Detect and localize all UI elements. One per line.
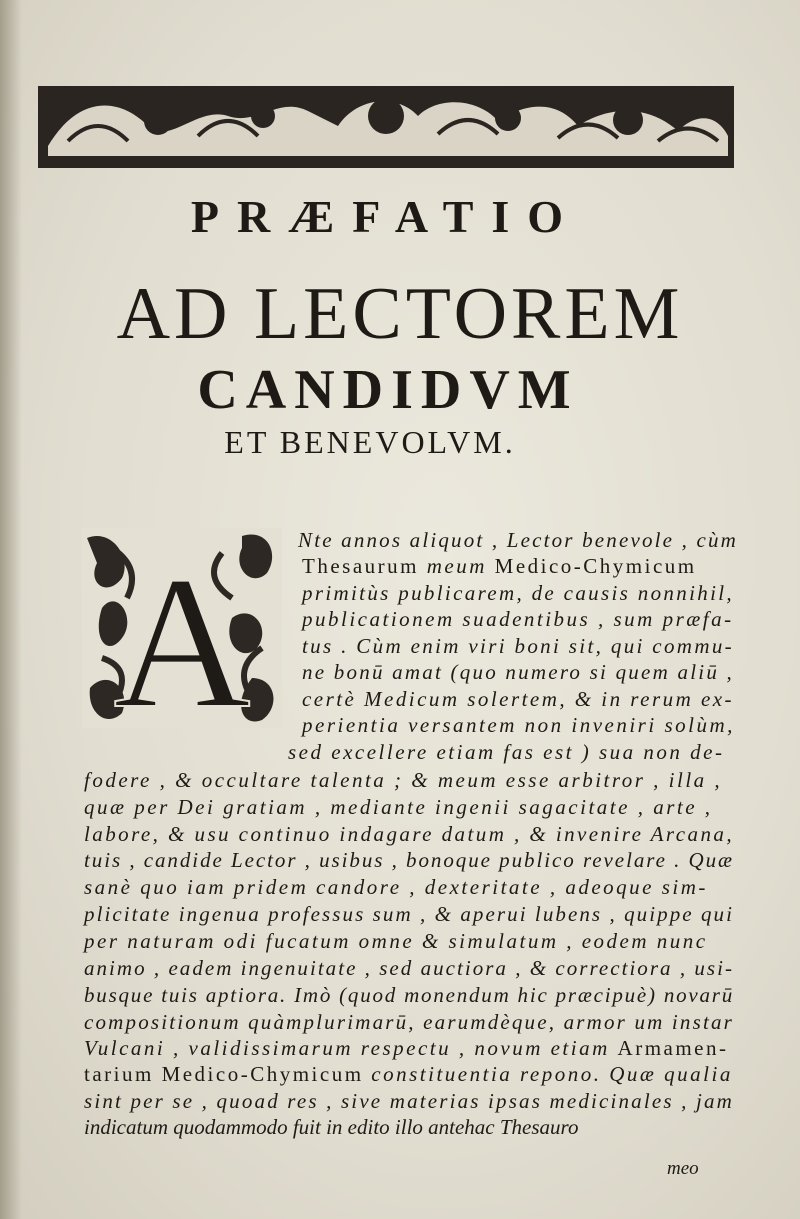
italic-text-run: constituentia repono. Quæ qualia	[371, 1062, 733, 1086]
body-line-text	[84, 955, 734, 981]
body-line-text	[302, 633, 734, 659]
italic-text-run: animo , eadem ingenuitate , sed auctiora , & correctiora , usi-	[84, 956, 734, 980]
body-line-text	[84, 1061, 733, 1087]
italic-text-run: Nte annos aliquot , Lector benevole , cùm	[298, 528, 738, 552]
italic-text-run: publicationem suadentibus , sum præfa-	[302, 607, 734, 631]
body-line-text	[84, 982, 734, 1008]
gutter-shadow	[0, 0, 22, 1219]
body-line	[84, 928, 734, 954]
body-line-text	[84, 1088, 734, 1114]
roman-text-run: Armamen-	[617, 1036, 729, 1060]
italic-text-run: sint per se , quoad res , sive materias ipsas medicinales , jam	[84, 1089, 734, 1113]
body-line-text	[84, 1114, 578, 1140]
body-line	[84, 1035, 734, 1061]
body-line-text	[84, 1009, 734, 1035]
body-line-text	[302, 580, 734, 606]
body-line	[84, 1061, 734, 1087]
italic-text-run: Vulcani , validissimarum respectu , novum etiam	[84, 1036, 618, 1060]
body-line	[84, 901, 734, 927]
body-line-text	[302, 686, 734, 712]
italic-text-run: certè Medicum solertem, & in rerum ex-	[302, 687, 735, 711]
ornamental-headpiece	[38, 86, 734, 168]
italic-text-run: per naturam odi fucatum omne & simulatum , eodem nunc	[84, 929, 708, 953]
body-line-text	[288, 739, 724, 765]
body-line-text	[298, 527, 738, 553]
body-line-text	[84, 847, 734, 873]
body-line	[84, 982, 734, 1008]
body-line-text	[302, 659, 734, 685]
body-line	[84, 1009, 734, 1035]
roman-text-run: tarium Medico-Chymicum	[84, 1062, 372, 1086]
body-line	[288, 739, 738, 765]
body-line	[84, 821, 734, 847]
body-line-text	[302, 553, 697, 579]
italic-text-run: sanè quo iam pridem candore , dexteritate , adeoque sim-	[84, 875, 708, 899]
body-line	[84, 1114, 734, 1140]
roman-text-run: Medico-Chymicum	[494, 554, 697, 578]
italic-text-run: primitùs publicarem, de causis nonnihil,	[302, 581, 734, 605]
italic-text-run: indicatum quodammodo fuit in edito illo antehac Thesauro	[84, 1115, 579, 1139]
italic-text-run: plicitate ingenua professus sum , & aperui lubens , quippe qui	[84, 902, 735, 926]
italic-text-run: ne bonū amat (quo numero si quem aliū ,	[302, 660, 734, 684]
body-line	[302, 580, 734, 606]
italic-text-run: compositionum quàmplurimarū, earumdèque, armor um instar	[84, 1010, 734, 1034]
body-line	[84, 955, 734, 981]
body-line-text	[84, 928, 708, 954]
body-line-text	[84, 901, 734, 927]
body-line-text	[84, 767, 722, 793]
body-line	[84, 767, 734, 793]
body-line	[84, 1088, 734, 1114]
italic-text-run: labore, & usu continuo indagare datum , & invenire Arcana,	[84, 822, 735, 846]
italic-text-run: tuis , candide Lector , usibus , bonoque publico revelare . Quæ	[84, 848, 734, 872]
initial-a-glyph: A	[113, 538, 251, 728]
italic-text-run: meum	[426, 554, 495, 578]
decorated-initial-letter	[82, 528, 282, 728]
body-line-text	[302, 712, 735, 738]
italic-text-run: busque tuis aptiora. Imò (quod monendum hic præcipuè) novarū	[84, 983, 735, 1007]
body-line	[302, 606, 738, 632]
body-line	[302, 712, 738, 738]
title-candidum: CANDIDVM	[197, 359, 579, 421]
body-line-text	[84, 821, 734, 847]
body-line	[298, 527, 738, 553]
body-line-text	[302, 606, 734, 632]
body-line-text	[84, 874, 708, 900]
body-line	[302, 659, 734, 685]
body-line-text	[84, 1035, 729, 1061]
italic-text-run: perientia versantem non inveniri solùm,	[302, 713, 735, 737]
title-praefatio: PRÆFATIO	[190, 191, 582, 242]
body-line	[84, 874, 734, 900]
body-line	[302, 633, 734, 659]
body-line	[84, 794, 734, 820]
body-line-text	[84, 794, 713, 820]
italic-text-run: tus . Cùm enim viri boni sit, qui commu-	[302, 634, 734, 658]
roman-text-run: Thesaurum	[302, 554, 427, 578]
italic-text-run: fodere , & occultare talenta ; & meum esse arbitror , illa ,	[84, 768, 723, 792]
italic-text-run: sed excellere etiam fas est ) sua non de-	[288, 740, 725, 764]
body-line	[84, 847, 734, 873]
body-line	[302, 553, 738, 579]
catchword: meo	[667, 1158, 699, 1179]
title-et-benevolum: ET BENEVOLVM.	[224, 424, 516, 460]
body-line	[302, 686, 734, 712]
title-ad-lectorem: AD LECTOREM	[116, 273, 684, 355]
italic-text-run: quæ per Dei gratiam , mediante ingenii sagacitate , arte ,	[84, 795, 713, 819]
